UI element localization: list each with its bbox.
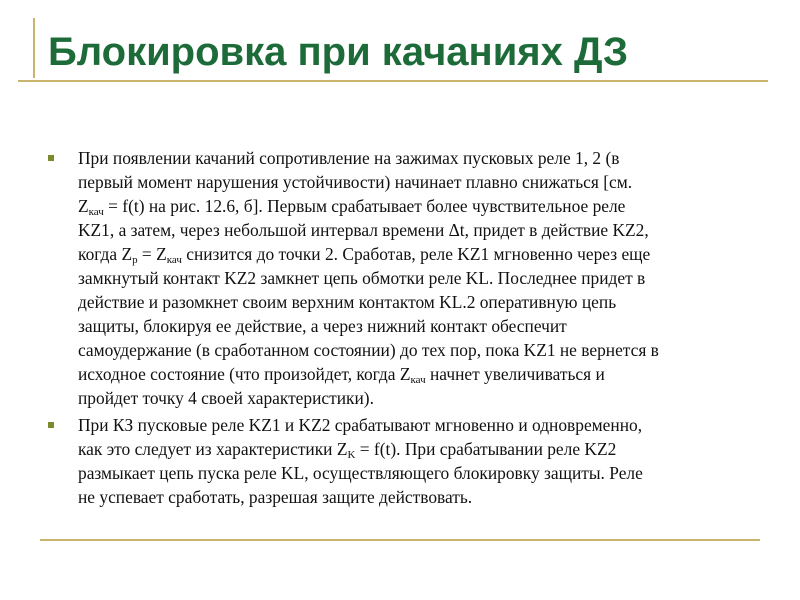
square-bullet-icon [48,422,54,428]
text-run: не успевает сработать, разрешая защите действовать. [78,487,473,507]
paragraph-text [78,146,760,410]
text-run: как это следует из характеристики Z [78,439,348,459]
subscript-text: кач [410,374,426,386]
text-run: защиты, блокируя ее действие, а через нижний контакт обеспечит [78,316,567,336]
text-run: пройдет точку 4 своей характеристики). [78,388,374,408]
text-line [78,386,760,410]
text-run: исходное состояние (что произойдет, когда Z [78,364,411,384]
text-run: самоудержание (в сработанном состоянии) до тех пор, пока KZ1 не вернется в [78,340,659,360]
text-line [78,314,760,338]
text-run: снизится до точки 2. Сработав, реле KZ1 мгновенно через еще [181,244,651,264]
text-line [78,437,760,461]
text-run: действие и разомкнет своим верхним контактом KL.2 оперативную цепь [78,292,617,312]
text-run: = Z [137,244,167,264]
subscript-text: p [132,254,138,266]
text-line [78,362,760,386]
text-run: KZ1, а затем, через небольшой интервал времени Δt, придет в действие KZ2, [78,220,649,240]
left-accent-rule [33,18,35,78]
text-line [78,461,760,485]
bullet-paragraph-2 [48,413,760,509]
text-run: Z [78,196,89,216]
text-run: первый момент нарушения устойчивости) начинает плавно снижаться [см. [78,172,633,192]
footer-rule [40,539,760,541]
text-run: При КЗ пусковые реле KZ1 и KZ2 срабатывают мгновенно и одновременно, [78,415,643,435]
text-run: = f(t) на рис. 12.6, б]. Первым срабатывает более чувствительное реле [103,196,626,216]
paragraph-text [78,413,760,509]
text-line [78,413,760,437]
bullet-paragraph-1 [48,146,760,410]
text-run: замкнутый контакт KZ2 замкнет цепь обмотки реле KL. Последнее придет в [78,268,646,288]
square-bullet-icon [48,155,54,161]
text-line [78,485,760,509]
text-line [78,266,760,290]
text-line [78,194,760,218]
slide-title: Блокировка при качаниях ДЗ [48,30,629,74]
text-run: размыкает цепь пуска реле KL, осуществляющего блокировку защиты. Реле [78,463,643,483]
slide-body [48,146,760,512]
text-line [78,242,760,266]
text-line [78,146,760,170]
text-run: начнет увеличиваться и [425,364,605,384]
text-run: когда Z [78,244,133,264]
text-line [78,290,760,314]
subscript-text: K [347,449,356,461]
text-run: При появлении качаний сопротивление на зажимах пусковых реле 1, 2 (в [78,148,620,168]
title-underline-rule [18,80,768,82]
text-line [78,218,760,242]
text-line [78,170,760,194]
subscript-text: кач [166,254,182,266]
subscript-text: кач [88,206,104,218]
text-run: = f(t). При срабатывании реле KZ2 [355,439,617,459]
text-line [78,338,760,362]
